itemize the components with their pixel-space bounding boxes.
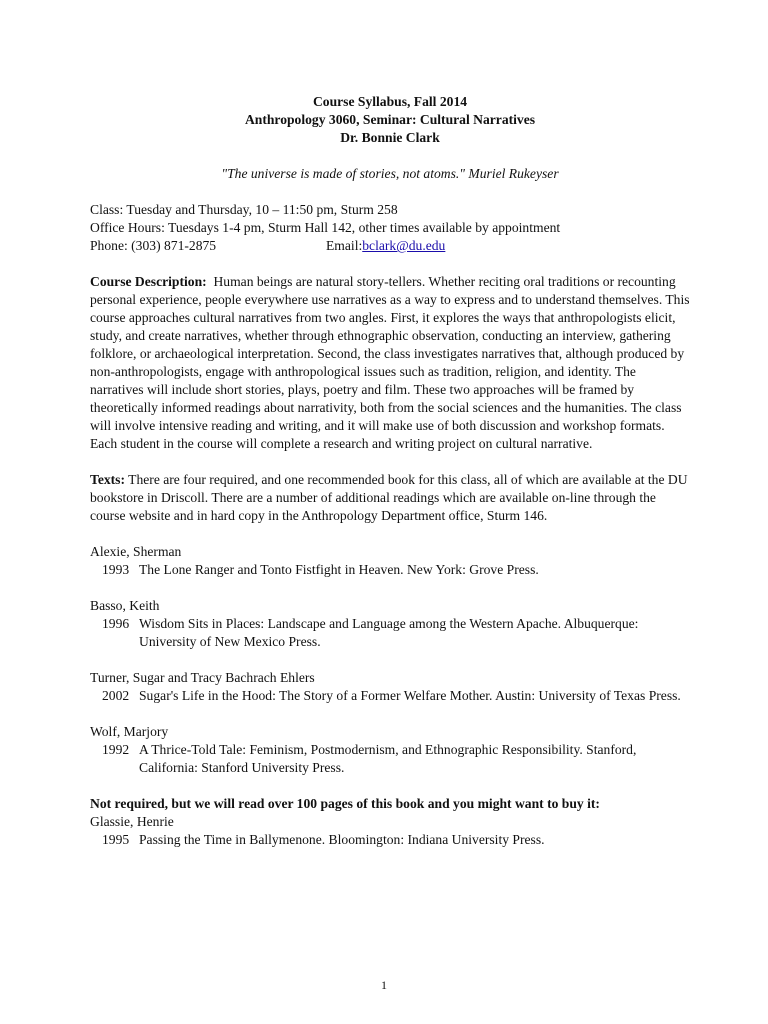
epigraph-quote: "The universe is made of stories, not atoms." Muriel Rukeyser (221, 166, 559, 181)
book-year: 1996 (102, 616, 130, 631)
book-entry (90, 813, 690, 849)
book-reference: Passing the Time in Ballymenone. Bloomington: Indiana University Press. (139, 832, 545, 847)
book-entry (90, 723, 690, 777)
office-hours: Office Hours: Tuesdays 1-4 pm, Sturm Hall 142, other times available by appointment (90, 220, 561, 235)
book-author: Glassie, Henrie (90, 814, 174, 829)
texts-text: There are four required, and one recommended book for this class, all of which are available at the DU bookstore in Driscoll. There are a number of additional readings which are available on-line through the course website and in hard copy in the Anthropology Department office, Sturm 146. (90, 472, 688, 523)
recommended-label: Not required, but we will read over 100 pages of this book and you might want to buy it: (90, 796, 600, 811)
texts-label: Texts: (90, 472, 125, 487)
book-author: Wolf, Marjory (90, 724, 169, 739)
header-term: Course Syllabus, Fall 2014 (312, 94, 468, 109)
book-author: Alexie, Sherman (90, 544, 182, 559)
book-year: 2002 (102, 688, 130, 703)
class-time: Class: Tuesday and Thursday, 10 – 11:50 pm, Sturm 258 (90, 202, 398, 217)
contact-line (90, 237, 690, 255)
book-author: Basso, Keith (90, 598, 160, 613)
book-reference: The Lone Ranger and Tonto Fistfight in Heaven. New York: Grove Press. (139, 562, 539, 577)
email-label: Email: (326, 238, 363, 253)
book-reference: Sugar's Life in the Hood: The Story of a Former Welfare Mother. Austin: University of Texas Press. (139, 688, 681, 703)
book-year: 1995 (102, 832, 130, 847)
header-course: Anthropology 3060, Seminar: Cultural Narratives (244, 112, 536, 127)
syllabus-content (90, 93, 690, 849)
book-author: Turner, Sugar and Tracy Bachrach Ehlers (90, 670, 315, 685)
course-description-label: Course Description: (90, 274, 207, 289)
email-link[interactable]: bclark@du.edu (362, 238, 446, 253)
book-entry (90, 597, 690, 651)
course-description (90, 273, 690, 453)
book-reference: A Thrice-Told Tale: Feminism, Postmodernism, and Ethnographic Responsibility. Stanford, California: Stanford University Press. (139, 742, 637, 775)
course-description-text: Human beings are natural story-tellers. Whether reciting oral traditions or recounting personal experience, people everywhere use narratives as a way to express and to understand themselves. This course approaches cultural narratives from two angles. First, it explores the ways that anthropologists elicit, study, and create narratives, whether through ethnographic observation, conducting an interview, gathering folklore, or archaeological interpretation. Second, the class investigates narratives that, although produced by non-anthropologists, engage with anthropological issues such as tradition, religion, and identity. The narratives will include short stories, plays, poetry and film. These two approaches will be framed by theoretically informed readings about narrativity, both from the social sciences and the humanities. The class will involve intensive reading and writing, and it will make use of both discussion and workshop formats. Each student in the course will complete a research and writing project on cultural narrative. (90, 274, 690, 451)
book-year: 1992 (102, 742, 130, 757)
book-entry (90, 543, 690, 579)
page-number: 1 (381, 978, 387, 992)
phone-number: Phone: (303) 871-2875 (90, 238, 217, 253)
book-entry (90, 669, 690, 705)
book-year: 1993 (102, 562, 130, 577)
header-instructor: Dr. Bonnie Clark (340, 130, 440, 145)
book-reference: Wisdom Sits in Places: Landscape and Language among the Western Apache. Albuquerque: University of New Mexico Press. (139, 616, 639, 649)
texts-section (90, 471, 690, 525)
